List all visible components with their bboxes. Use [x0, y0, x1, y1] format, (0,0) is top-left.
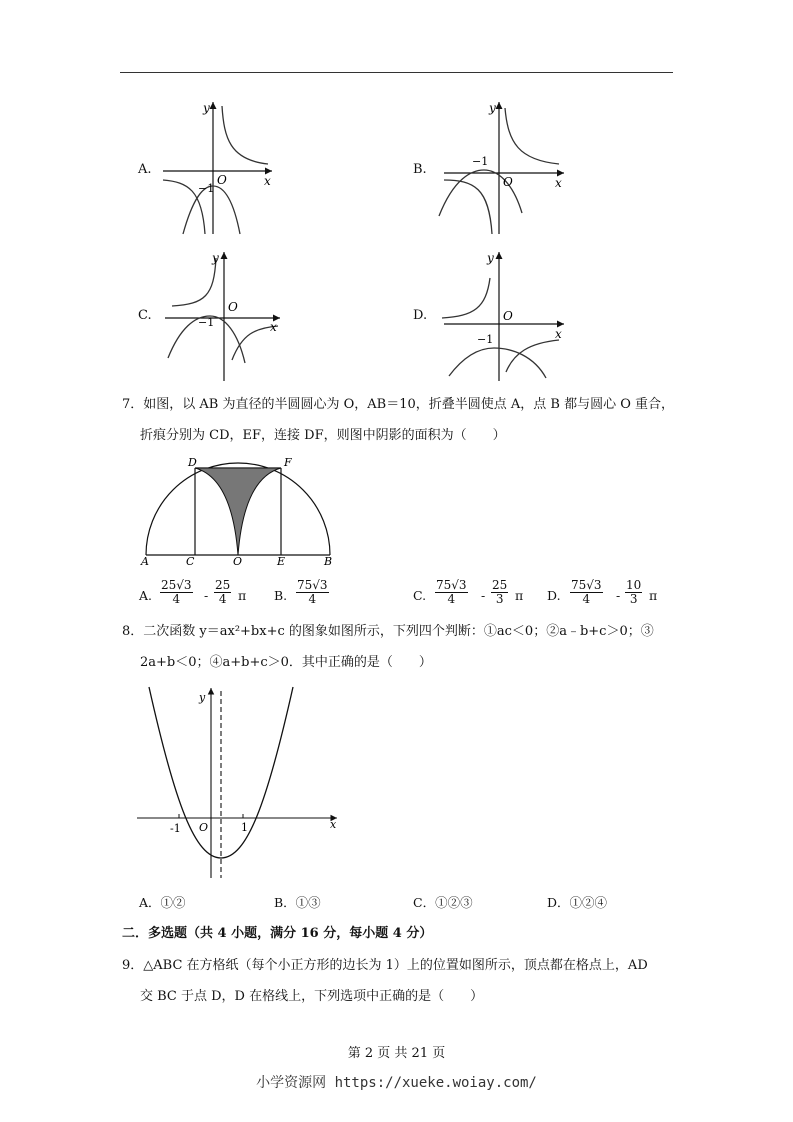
denominator: 3	[629, 592, 638, 606]
q7-option-c-letter: C.	[413, 588, 427, 603]
label-a: A	[141, 555, 149, 568]
shaded-region	[195, 468, 281, 555]
hyperbola-lower	[506, 340, 559, 372]
option-a-letter: A.	[138, 162, 152, 177]
y-label: y	[487, 251, 494, 265]
y-label: y	[199, 691, 206, 704]
minus-one-label: −1	[198, 182, 215, 195]
label-b: B	[324, 555, 333, 568]
numerator: 25	[215, 578, 231, 592]
q7-option-a-letter: A.	[139, 588, 153, 603]
x-label: x	[555, 327, 562, 341]
denominator: 4	[172, 592, 181, 606]
y-label: y	[489, 101, 496, 115]
option-c-letter: C.	[138, 308, 152, 323]
hyperbola-upper	[505, 108, 559, 164]
graph-option-d	[434, 248, 569, 383]
q8-parabola-figure	[135, 683, 345, 880]
denominator: 4	[308, 592, 317, 606]
numerator: 75√3	[297, 578, 328, 592]
denominator: 4	[218, 592, 227, 606]
parabola	[449, 348, 546, 378]
denominator: 3	[495, 592, 504, 606]
numerator: 25√3	[161, 578, 192, 592]
hyperbola-upper	[222, 106, 268, 164]
origin-label: O	[503, 309, 513, 323]
graph-option-a	[158, 98, 278, 236]
q7-semicircle-figure	[138, 456, 338, 568]
header-rule	[120, 72, 673, 73]
option-b-letter: B.	[413, 162, 427, 177]
label-f: F	[284, 456, 292, 469]
hyperbola-upper	[442, 278, 490, 318]
numerator: 75√3	[436, 578, 467, 592]
option-d-letter: D.	[413, 308, 428, 323]
label-minus-1: -1	[170, 822, 181, 835]
site-watermark: 小学资源网 https://xueke.woiay.com/	[256, 1075, 537, 1091]
page-number: 第 2 页 共 21 页	[347, 1046, 446, 1061]
x-label: x	[330, 818, 337, 831]
q8-option-c: C．①②③	[413, 895, 473, 910]
q8-stem-line1: 8．二次函数 y＝ax²+bx+c 的图象如图所示，下列四个判断：①ac＜0；②a﹣b+c＞0；③	[122, 624, 654, 639]
label-e: E	[277, 555, 286, 568]
q9-stem-line2: 交 BC 于点 D，D 在格线上，下列选项中正确的是（ ）	[140, 989, 484, 1004]
origin-label: O	[199, 821, 209, 834]
origin-label: O	[503, 175, 513, 189]
q7-stem-line1: 7．如图，以 AB 为直径的半圆圆心为 O，AB＝10，折叠半圆使点 A，点 B 都与圆心 O 重合，	[122, 397, 675, 412]
label-o: O	[233, 555, 243, 568]
numerator: 25	[492, 578, 508, 592]
label-1: 1	[241, 821, 248, 834]
graph-option-b	[434, 98, 569, 236]
q7-option-d-minus: -	[616, 588, 621, 603]
x-label: x	[270, 320, 277, 334]
q7-option-a-frac2	[214, 579, 231, 606]
label-c: C	[186, 555, 195, 568]
denominator: 4	[582, 592, 591, 606]
numerator: 10	[626, 578, 642, 592]
q9-stem-line1: 9．△ABC 在方格纸（每个小正方形的边长为 1）上的位置如图所示，顶点都在格点上，AD	[122, 958, 648, 973]
minus-one-label: −1	[477, 333, 494, 346]
q7-option-c-minus: -	[481, 588, 486, 603]
x-label: x	[555, 176, 562, 190]
q7-option-d-letter: D.	[547, 588, 561, 603]
origin-label: O	[217, 173, 227, 187]
q8-option-a: A．①②	[139, 895, 186, 910]
minus-one-label: −1	[198, 316, 215, 329]
q7-stem-line2: 折痕分别为 CD，EF，连接 DF，则图中阴影的面积为（ ）	[140, 428, 506, 443]
y-label: y	[203, 101, 210, 115]
q7-option-a-frac1	[160, 579, 193, 606]
q7-option-d-pi: π	[649, 588, 658, 603]
q7-option-b-frac	[296, 579, 329, 606]
y-label: y	[212, 251, 219, 265]
q7-option-b-letter: B.	[274, 588, 288, 603]
q7-option-c-frac2	[491, 579, 508, 606]
minus-one-label: −1	[472, 155, 489, 168]
q7-option-c-frac1	[435, 579, 468, 606]
origin-label: O	[228, 300, 238, 314]
graph-option-c	[160, 248, 285, 383]
hyperbola-lower	[444, 180, 492, 234]
q8-option-b: B．①③	[274, 895, 321, 910]
denominator: 4	[447, 592, 456, 606]
q7-option-d-frac2	[625, 579, 642, 606]
q8-stem-line2: 2a+b＜0；④a+b+c＞0．其中正确的是（ ）	[140, 655, 432, 670]
q8-option-d: D．①②④	[547, 895, 608, 910]
q7-option-a-pi: π	[238, 588, 247, 603]
numerator: 75√3	[571, 578, 602, 592]
q7-option-d-frac1	[570, 579, 603, 606]
x-label: x	[264, 174, 271, 188]
section-heading: 二．多选题（共 4 小题，满分 16 分，每小题 4 分）	[122, 926, 433, 941]
label-d: D	[188, 456, 197, 469]
q7-option-a-minus: -	[204, 588, 209, 603]
hyperbola-upper	[172, 258, 216, 306]
q7-option-c-pi: π	[515, 588, 524, 603]
